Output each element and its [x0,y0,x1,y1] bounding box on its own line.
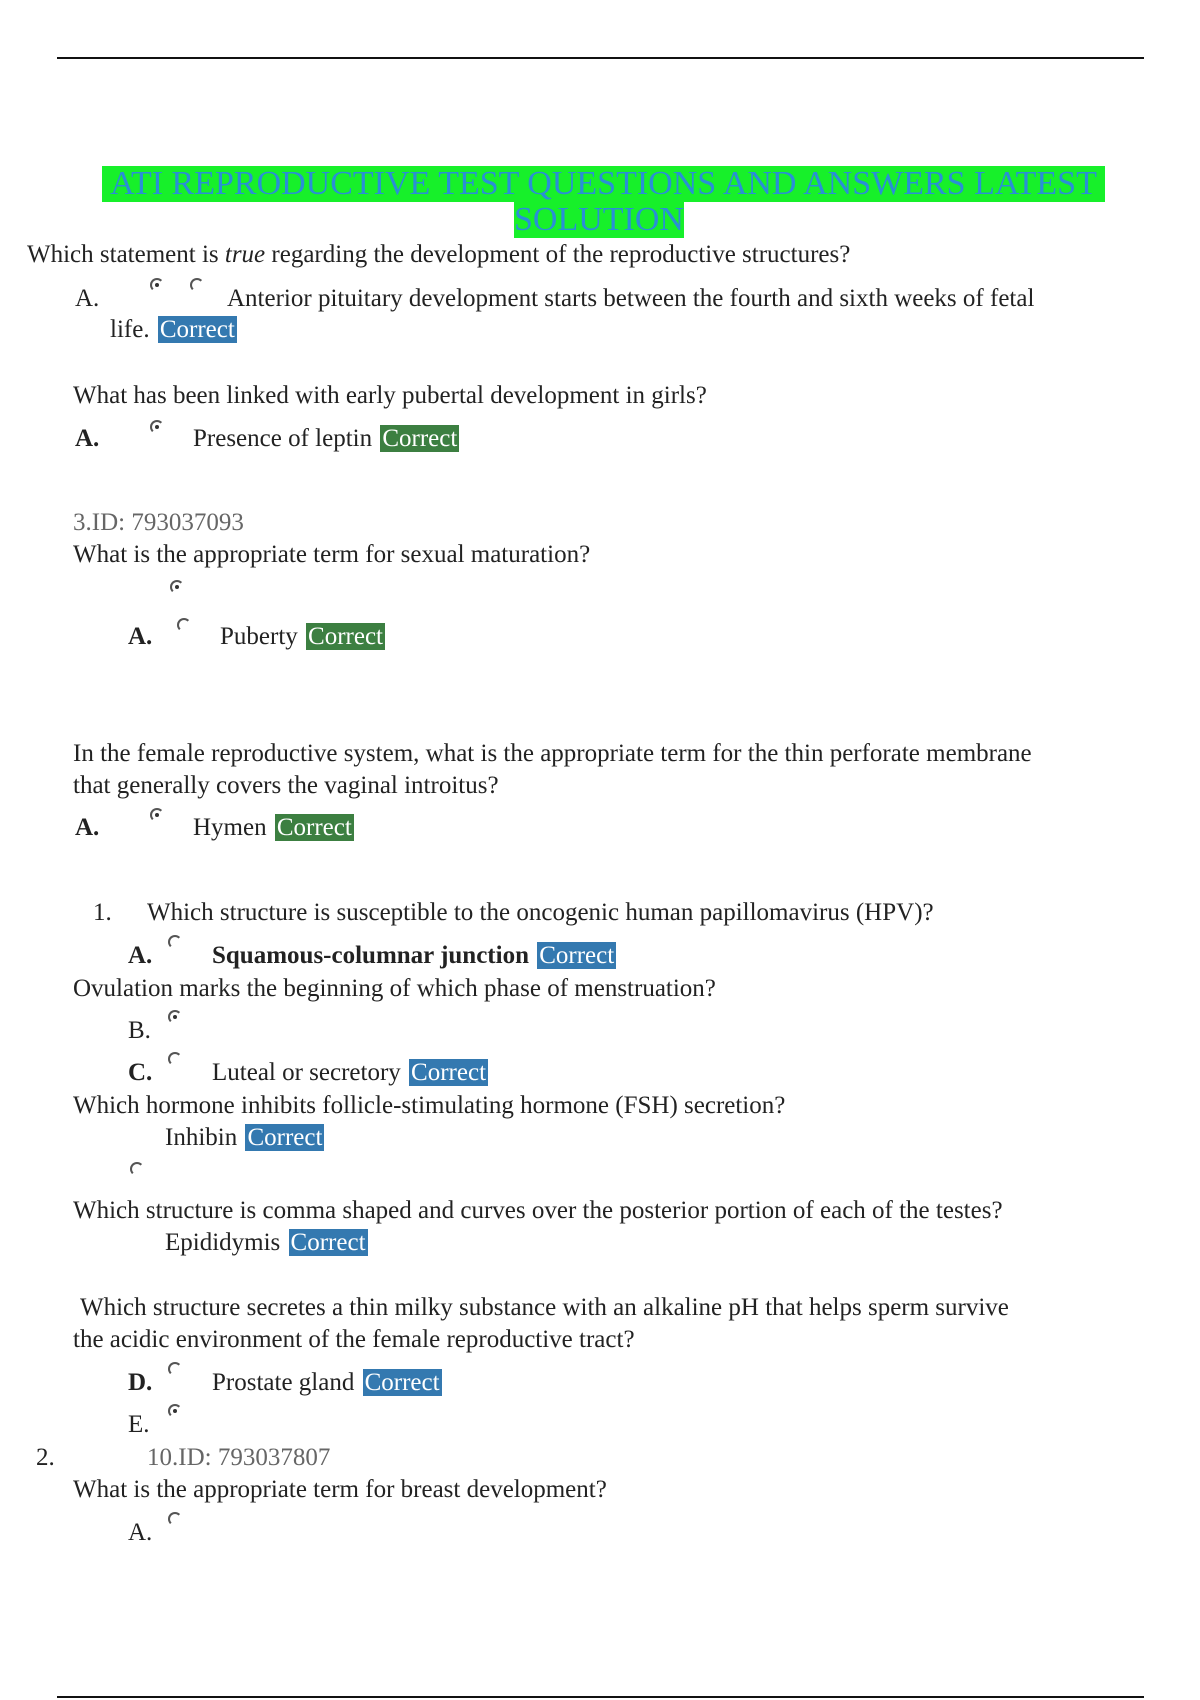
document-title: ATI REPRODUCTIVE TEST QUESTIONS AND ANSWERS LATEST [102,166,1105,202]
radio-selected-icon[interactable] [150,420,164,434]
radio-icon[interactable] [190,278,204,292]
radio-selected-icon[interactable] [170,580,184,594]
answer-4: Hymen Correct [193,814,352,841]
option-letter: A. [128,623,153,650]
correct-badge: Correct [247,1124,323,1151]
document-title-continued: SOLUTION [514,201,684,238]
question-8: Which structure is comma shaped and curves over the posterior portion of each of the testes? [73,1197,1003,1224]
radio-icon[interactable] [168,1052,182,1066]
option-letter: A. [75,285,100,312]
question-5: Which structure is susceptible to the oncogenic human papillomavirus (HPV)? [147,899,934,926]
question-6: Ovulation marks the beginning of which phase of menstruation? [73,975,716,1002]
correct-badge: Correct [308,623,383,650]
top-rule [57,57,1144,59]
option-letter: C. [128,1059,153,1086]
question-9-continued: the acidic environment of the female reproductive tract? [73,1326,635,1353]
question-9: Which structure secretes a thin milky substance with an alkaline pH that helps sperm survive [80,1294,1009,1321]
option-letter: B. [128,1017,151,1044]
answer-1: Anterior pituitary development starts between the fourth and sixth weeks of fetal [227,285,1035,312]
answer-5: Squamous-columnar junction Correct [212,942,615,969]
answer-7: Inhibin Correct [165,1124,323,1151]
question-number: 2. [36,1444,55,1471]
correct-badge: Correct [159,316,235,343]
question-1: Which statement is true regarding the development of the reproductive structures? [27,241,851,268]
radio-icon[interactable] [168,1512,182,1526]
correct-badge: Correct [382,425,458,452]
question-2: What has been linked with early pubertal development in girls? [73,382,707,409]
radio-selected-icon[interactable] [150,278,164,292]
correct-badge: Correct [276,814,352,841]
question-3: What is the appropriate term for sexual maturation? [73,541,591,568]
radio-icon[interactable] [168,1362,182,1376]
answer-8: Epididymis Correct [165,1229,366,1256]
correct-badge: Correct [290,1229,366,1256]
option-letter: A. [75,425,100,452]
correct-badge: Correct [539,942,615,969]
question-id: 10.ID: 793037807 [147,1444,331,1471]
question-number: 1. [93,899,112,926]
option-letter: D. [128,1369,153,1396]
question-7: Which hormone inhibits follicle-stimulating hormone (FSH) secretion? [73,1092,786,1119]
answer-9: Prostate gland Correct [212,1369,440,1396]
question-4-continued: that generally covers the vaginal introitus? [73,772,499,799]
correct-badge: Correct [411,1059,487,1086]
correct-badge: Correct [364,1369,440,1396]
option-letter: E. [128,1411,150,1438]
answer-3: Puberty Correct [220,623,383,650]
radio-selected-icon[interactable] [150,808,164,822]
radio-selected-icon[interactable] [168,1010,182,1024]
radio-icon[interactable] [177,618,191,632]
question-id: 3.ID: 793037093 [73,509,244,536]
option-letter: A. [128,1519,153,1546]
question-4: In the female reproductive system, what is the appropriate term for the thin perforate membrane [73,740,1032,767]
option-letter: A. [128,942,153,969]
radio-icon[interactable] [130,1162,144,1176]
option-letter: A. [75,814,100,841]
answer-6: Luteal or secretory Correct [212,1059,487,1086]
radio-selected-icon[interactable] [168,1404,182,1418]
bottom-rule [57,1696,1144,1698]
question-10: What is the appropriate term for breast development? [73,1476,607,1503]
answer-2: Presence of leptin Correct [193,425,458,452]
radio-icon[interactable] [168,935,182,949]
answer-1-continued: life. Correct [110,316,235,343]
